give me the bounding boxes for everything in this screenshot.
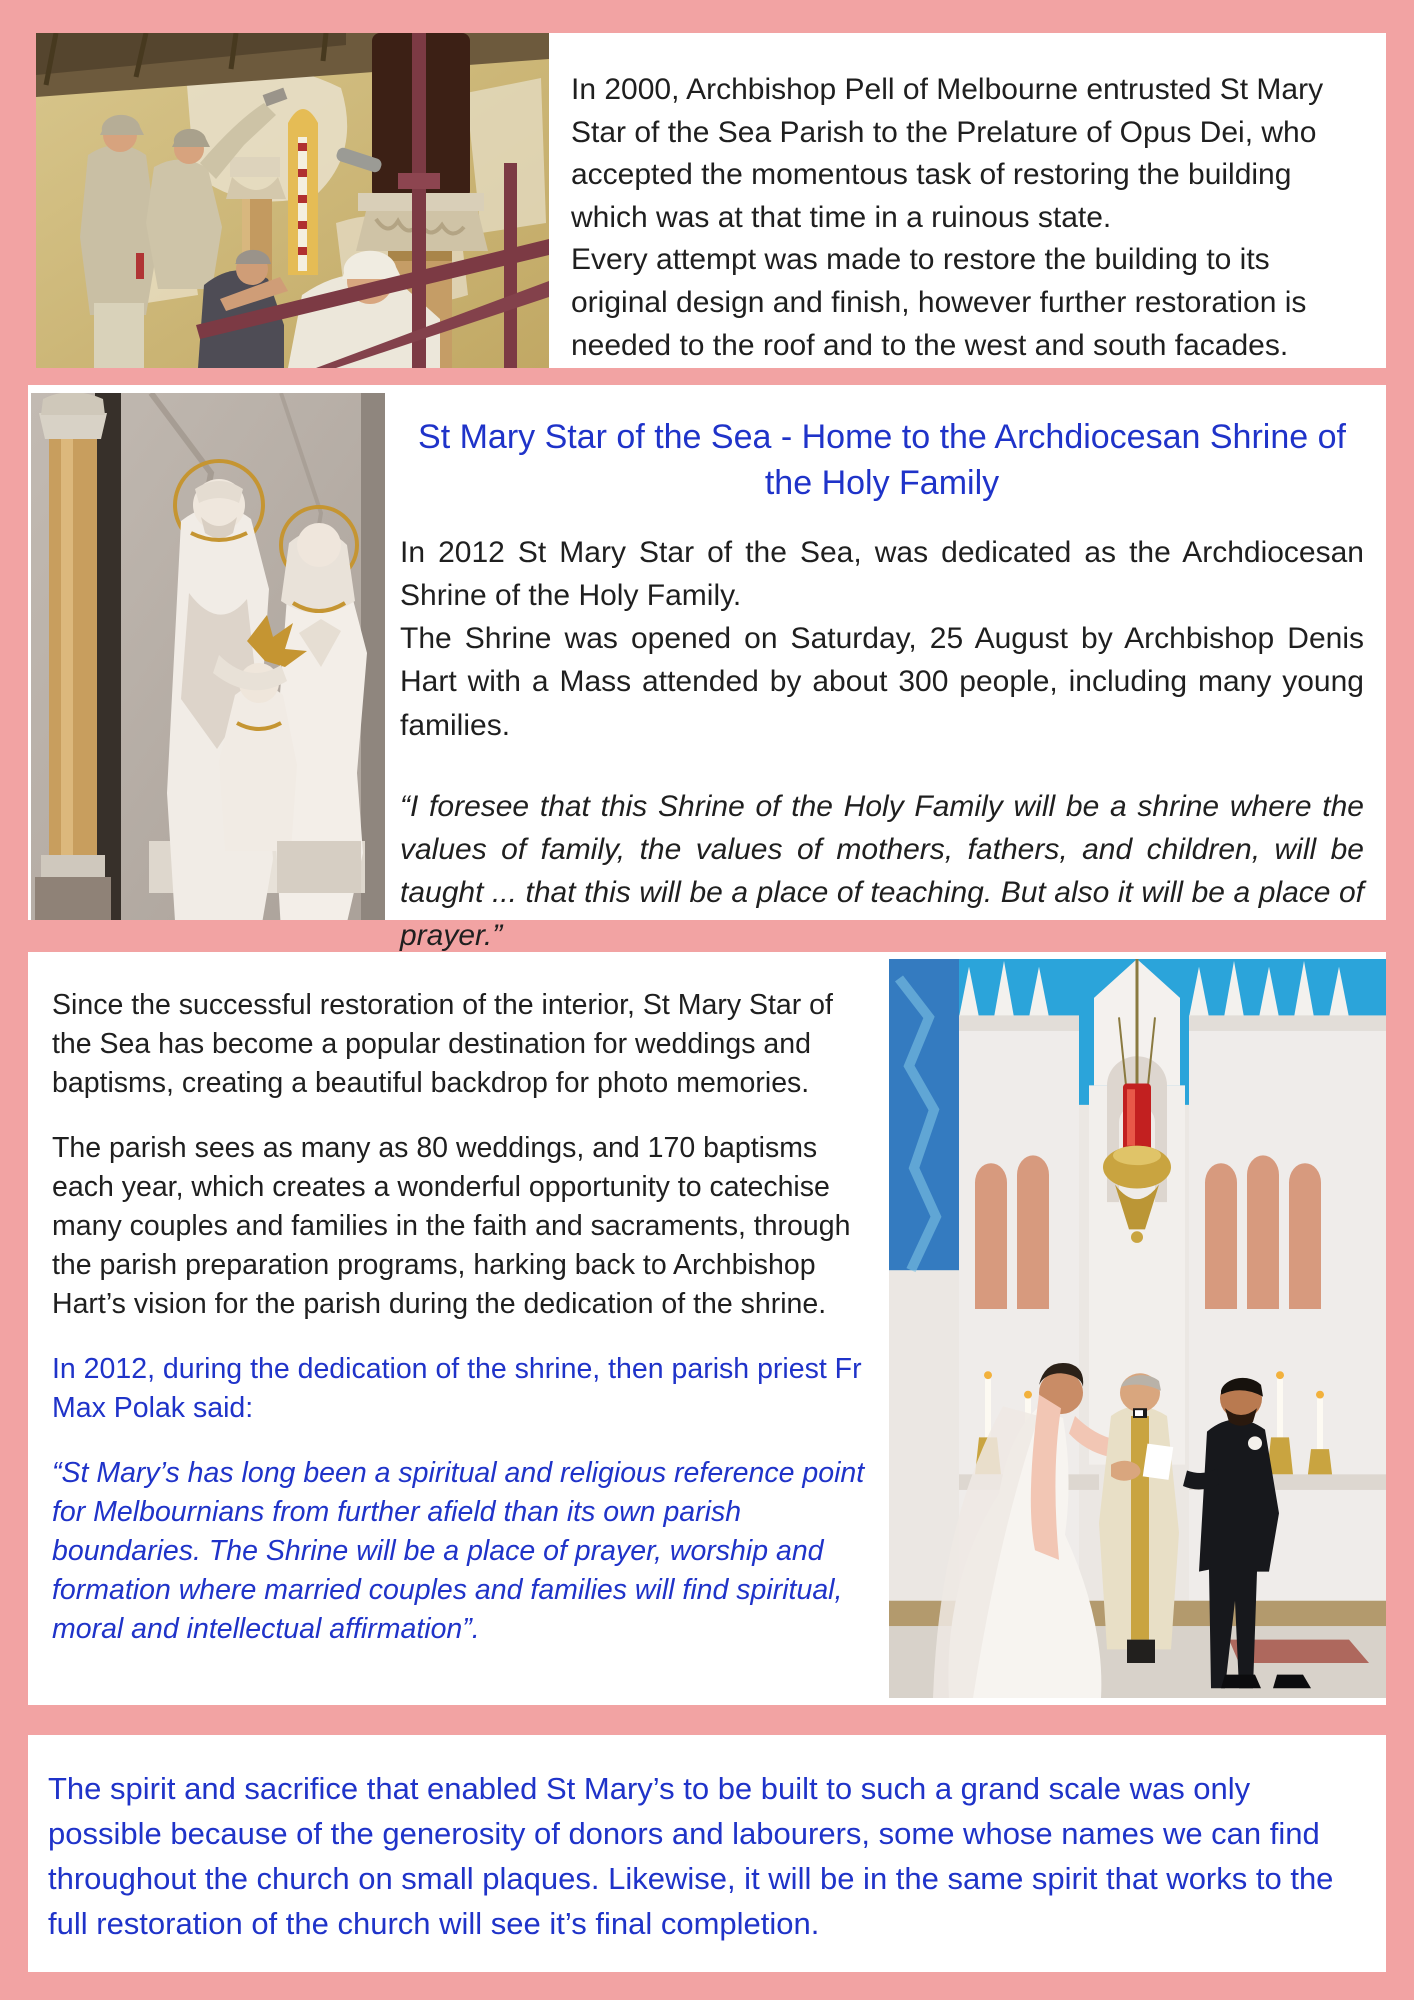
closing-panel	[28, 1735, 1386, 1972]
closing-text: The spirit and sacrifice that enabled St Mary’s to be built to such a grand scale was only possible because of the generosity of donors and labourers, some whose names we can find throughout the church on small plaques. Likewise, it will be in the same spirit that works to the full restoration of the church will see it’s final completion.	[48, 1771, 1334, 1941]
shrine-title: St Mary Star of the Sea - Home to the Archdiocesan Shrine of the Holy Family	[418, 418, 1346, 502]
wedding-photo	[889, 959, 1386, 1698]
restoration-text-panel	[549, 33, 1386, 368]
shrine-panel	[28, 385, 1386, 953]
wedding-photo-art	[889, 959, 1386, 1698]
shrine-paragraph-2: The Shrine was opened on Saturday, 25 August by Archbishop Denis Hart with a Mass attended by about 300 people, including many young families.	[400, 622, 1364, 742]
weddings-paragraph-2: The parish sees as many as 80 weddings, and 170 baptisms each year, which creates a wonderful opportunity to catechise many couples and families in the faith and sacraments, through the parish preparation programs, harking back to Archbishop Hart’s vision for the parish during the dedication of the shrine.	[52, 1132, 851, 1321]
weddings-paragraph-1: Since the successful restoration of the interior, St Mary Star of the Sea has become a popular destination for weddings and baptisms, creating a beautiful backdrop for photo memories.	[52, 989, 833, 1100]
weddings-quote: “St Mary’s has long been a spiritual and religious reference point for Melbournians from further afield than its own parish boundaries. The Shrine will be a place of prayer, worship and formation where married couples and families will find spiritual, moral and intellectual affirmation”.	[52, 1457, 865, 1646]
shrine-paragraph-1: In 2012 St Mary Star of the Sea, was dedicated as the Archdiocesan Shrine of the Holy Family.	[400, 535, 1364, 612]
restoration-photo-art	[36, 33, 549, 368]
restoration-paragraph-2: Every attempt was made to restore the building to its original design and finish, however further restoration is needed to the roof and to the west and south facades.	[571, 243, 1307, 362]
weddings-lead-in: In 2012, during the dedication of the shrine, then parish priest Fr Max Polak said:	[52, 1353, 862, 1425]
weddings-panel	[28, 952, 1386, 1705]
restoration-paragraph-1: In 2000, Archbishop Pell of Melbourne entrusted St Mary Star of the Sea Parish to the Prelature of Opus Dei, who accepted the momentous task of restoring the building which was at that time in a ruinous state.	[571, 73, 1324, 234]
weddings-text-column	[52, 986, 868, 1675]
holy-family-statue-photo	[31, 393, 385, 920]
statue-photo-art	[31, 393, 385, 920]
shrine-text-column	[400, 415, 1364, 1001]
shrine-quote: “I foresee that this Shrine of the Holy Family will be a shrine where the values of family, the values of mothers, fathers, and children, will be taught ... that this will be a place of teaching. But also it will be a place of prayer.”	[400, 789, 1364, 953]
restoration-photo	[36, 33, 549, 368]
